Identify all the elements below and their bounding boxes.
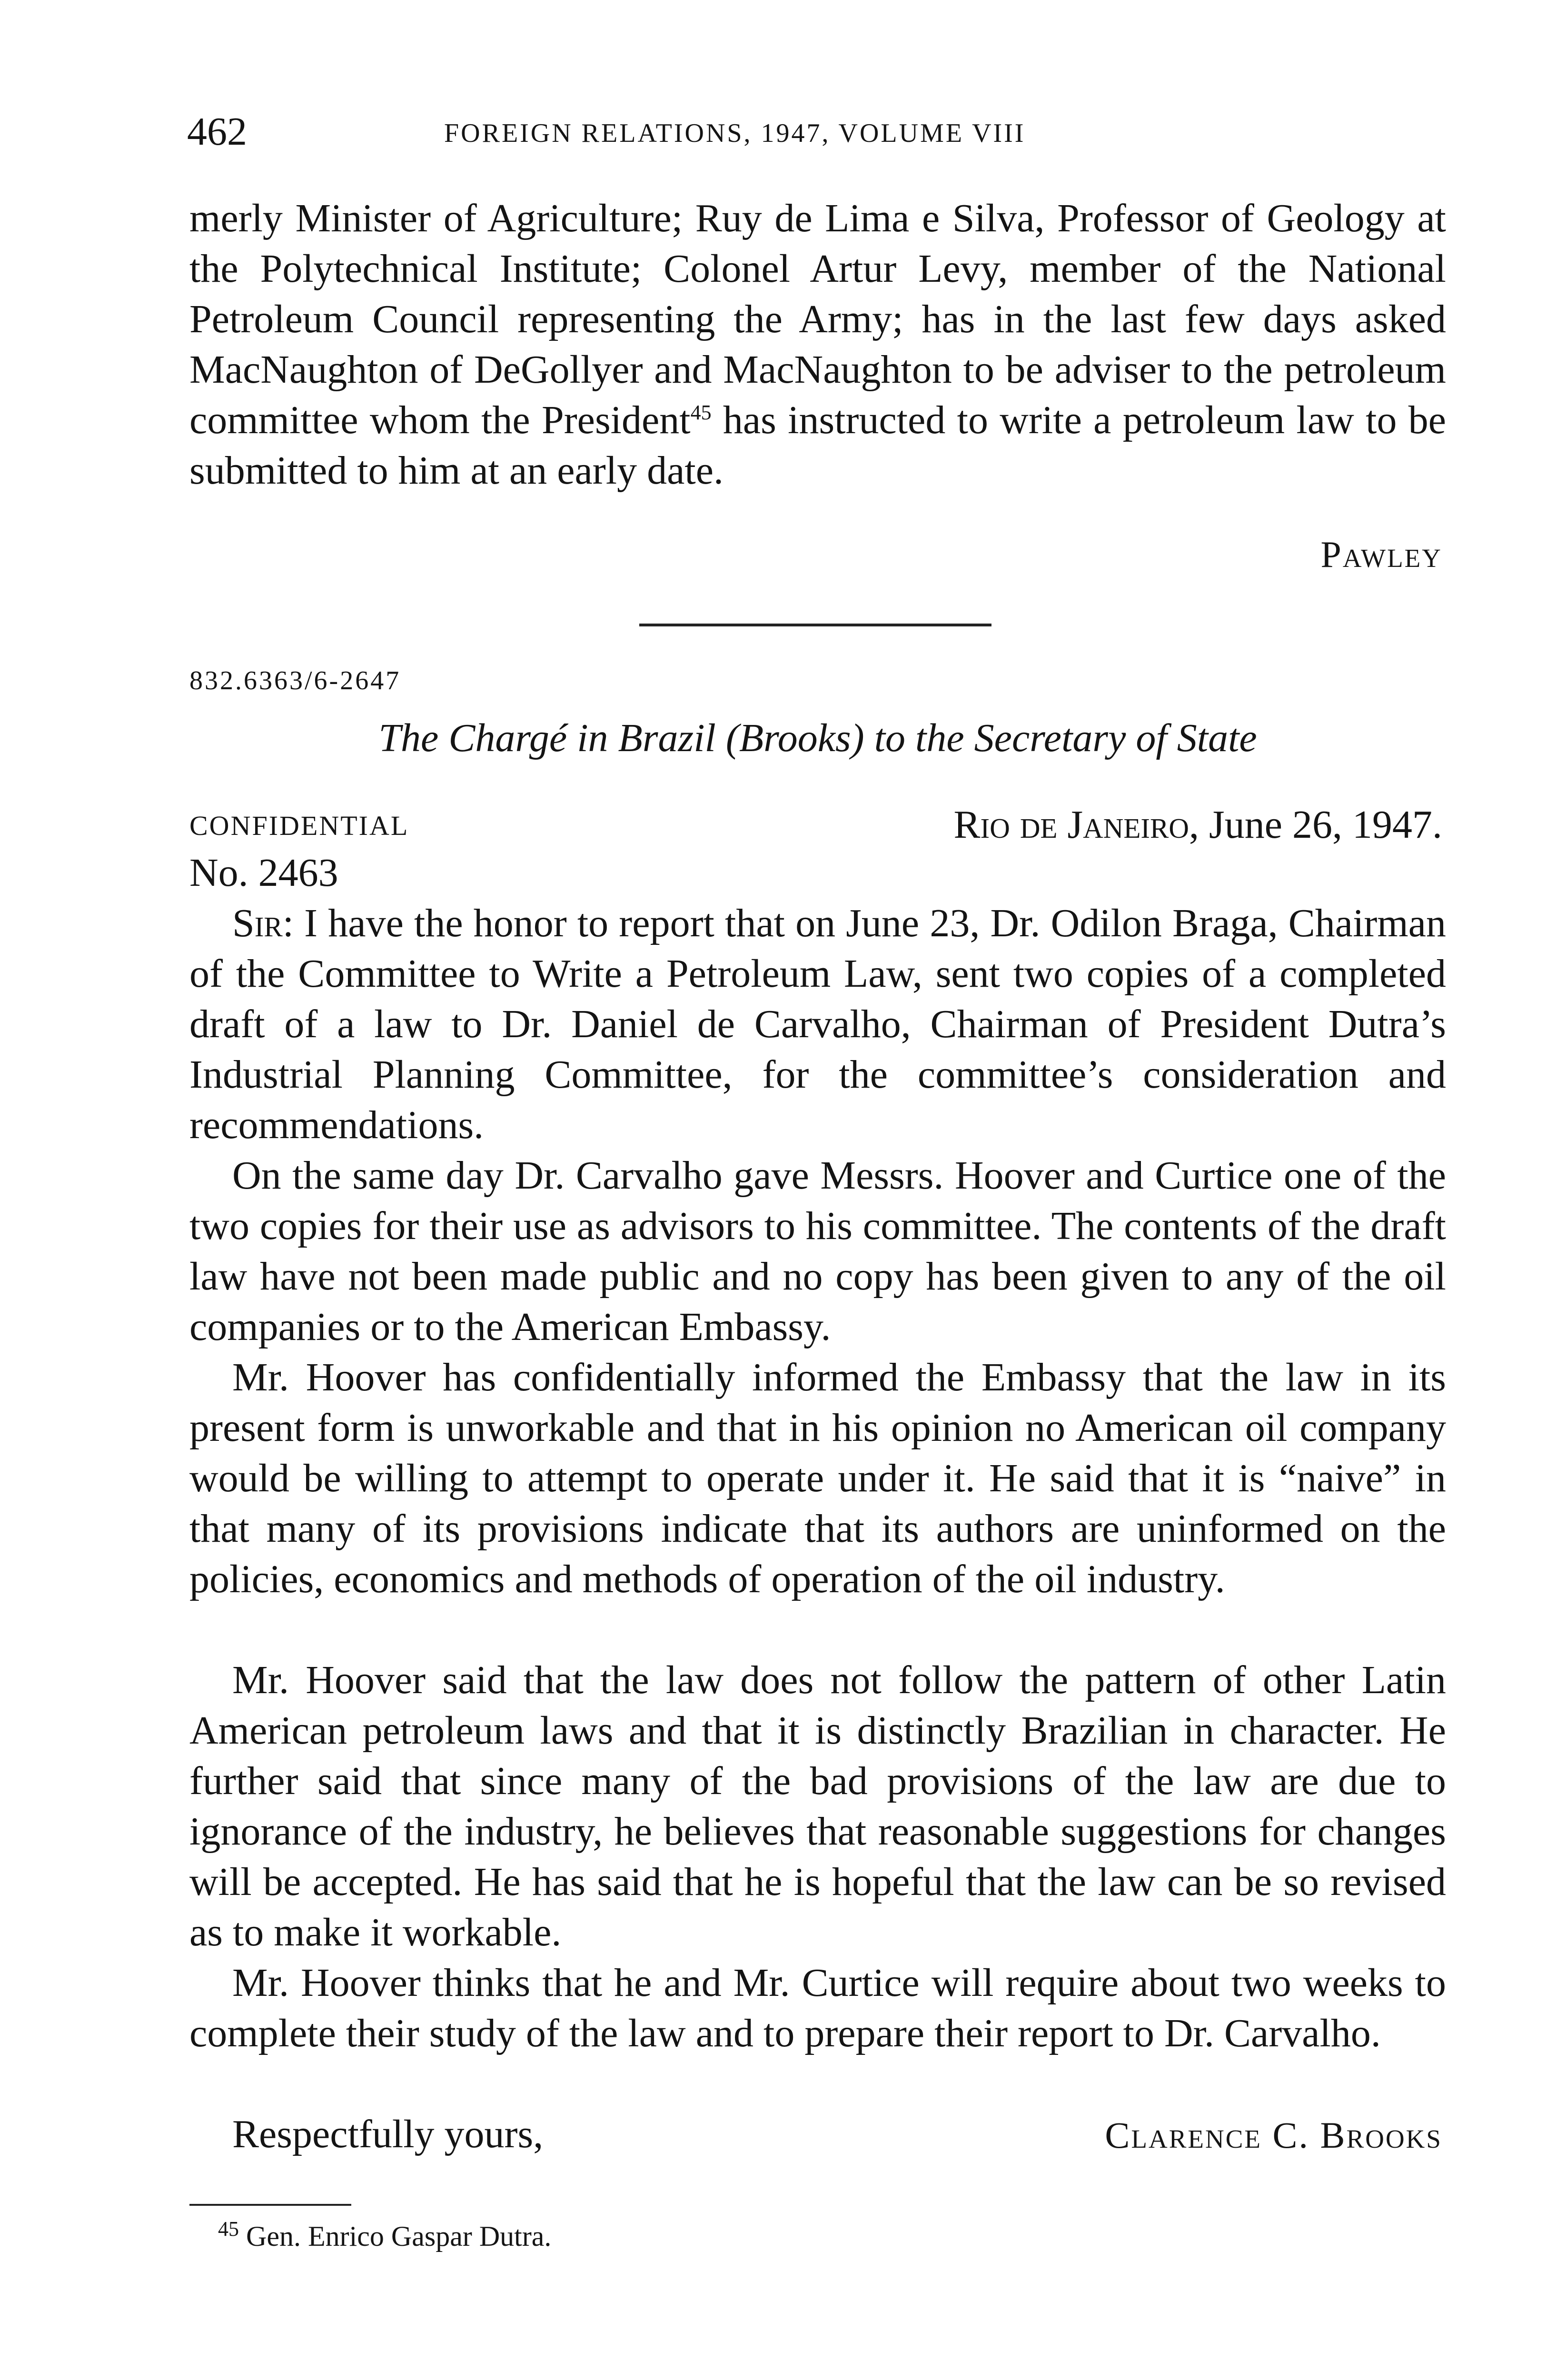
continued-paragraph-text: merly Minister of Agriculture; Ruy de Lima e Silva, Professor of Geology at the Polytechnical Institute; Colonel Artur Levy, member of the National Petroleum Council representing the Army; has in the last few days asked MacNaughton of DeGollyer and MacNaughton to be adviser to the petroleum committee whom the President xyxy=(189,196,1446,442)
classification-label: CONFIDENTIAL xyxy=(189,810,409,841)
footnote xyxy=(218,2212,551,2260)
document-heading: The Chargé in Brazil (Brooks) to the Secretary of State xyxy=(378,716,1257,760)
pawley-signature: Pawley xyxy=(1320,534,1442,575)
place-date-line xyxy=(954,800,1442,850)
salutation: Sir xyxy=(232,901,283,945)
footnote-reference: 45 xyxy=(690,401,712,424)
file-number: 832.6363/6-2647 xyxy=(189,666,401,695)
paragraph-1-text: : I have the honor to report that on June 23, Dr. Odilon Braga, Chairman of the Committee to Write a Petroleum Law, sent two copies of a completed draft of a law to Dr. Daniel de Carvalho, Chairman of President Dutra’s Industrial Planning Committee, for the committee’s consideration and recommendations. xyxy=(189,901,1446,1147)
footnote-marker: 45 xyxy=(218,2217,239,2241)
continued-paragraph xyxy=(189,193,1446,496)
closing-phrase: Respectfully yours, xyxy=(232,2112,544,2156)
running-head xyxy=(187,106,1444,158)
letter-paragraph-5: Mr. Hoover thinks that he and Mr. Curtice will require about two weeks to complete their study of the law and to prepare their report to Dr. Carvalho. xyxy=(189,1961,1446,2055)
letter-paragraph-4: Mr. Hoover said that the law does not follow the pattern of other Latin American petroleum laws and that it is distinctly Brazilian in character. He further said that since many of the bad provisions of the law are due to ignorance of the industry, he believes that reasonable suggestions for changes will be accepted. He has said that he is hopeful that the law can be so revised as to make it workable. xyxy=(189,1658,1446,1954)
footnote-divider xyxy=(189,2204,351,2206)
letter-paragraph-3: Mr. Hoover has confidentially informed the Embassy that the law in its present form is unworkable and that in his opinion no American oil company would be willing to attempt to operate under it. He said that it is “naive” in that many of its provisions indicate that its authors are uninformed on the policies, economics and methods of operation of the oil industry. xyxy=(189,1355,1446,1601)
letter-paragraph-1 xyxy=(189,898,1446,1150)
letter-date: , June 26, 1947. xyxy=(1189,803,1442,847)
section-divider xyxy=(639,624,991,626)
document-number: No. 2463 xyxy=(189,851,338,895)
place-name: Rio de Janeiro xyxy=(953,803,1189,847)
letter-paragraph-2: On the same day Dr. Carvalho gave Messrs. Hoover and Curtice one of the two copies for their use as advisors to his committee. The contents of the draft law have not been made public and no copy has been given to any of the oil companies or to the American Embassy. xyxy=(189,1153,1446,1349)
running-title: FOREIGN RELATIONS, 1947, VOLUME VIII xyxy=(444,119,1026,148)
footnote-text: Gen. Enrico Gaspar Dutra. xyxy=(239,2221,552,2252)
page-number: 462 xyxy=(187,109,247,154)
continued-paragraph-text-end: has instructed to write a petroleum law to be submitted to him at an early date. xyxy=(189,398,1447,493)
brooks-signature: Clarence C. Brooks xyxy=(1105,2114,1442,2156)
